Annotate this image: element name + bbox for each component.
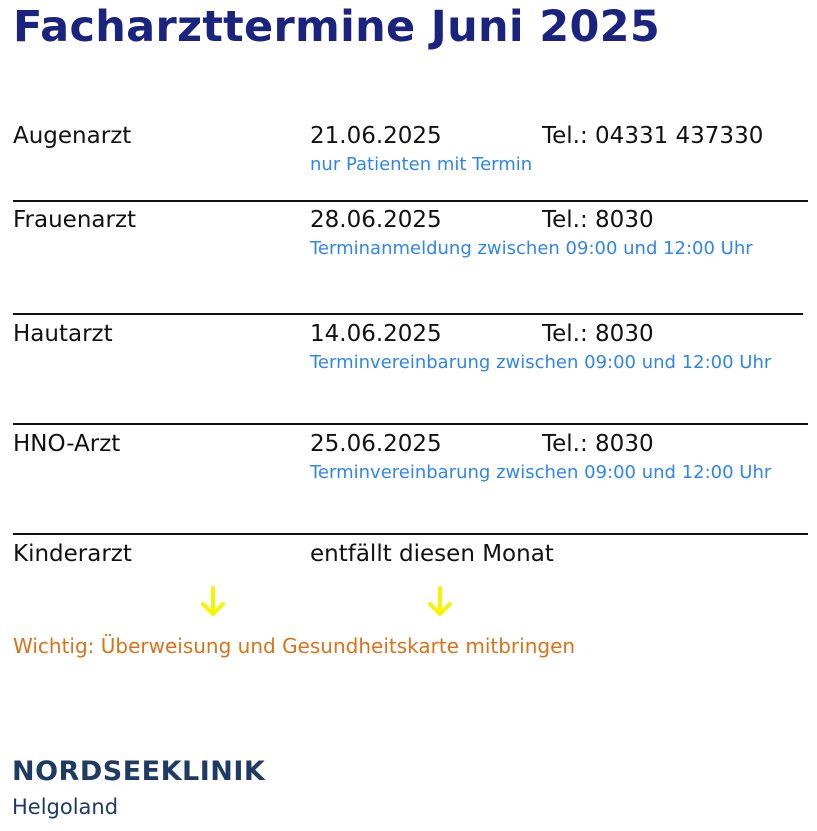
appointment-date: 21.06.2025	[310, 123, 442, 149]
divider	[13, 313, 803, 315]
department-label: Frauenarzt	[13, 207, 137, 233]
department-label: Augenarzt	[13, 123, 132, 149]
phone-number: Tel.: 8030	[542, 207, 654, 233]
clinic-logo-name: NORDSEEKLINIK	[12, 756, 266, 787]
appointment-note: Terminvereinbarung zwischen 09:00 und 12:00 Uhr	[310, 462, 772, 483]
divider	[13, 533, 808, 535]
appointment-date: 25.06.2025	[310, 431, 442, 457]
phone-number: Tel.: 8030	[542, 431, 654, 457]
arrow-down-icon	[198, 585, 228, 619]
page-title: Facharzttermine Juni 2025	[13, 2, 661, 52]
appointment-date: 28.06.2025	[310, 207, 442, 233]
appointment-note: nur Patienten mit Termin	[310, 154, 533, 175]
appointment-note: Terminvereinbarung zwischen 09:00 und 12:00 Uhr	[310, 352, 772, 373]
appointment-date: entfällt diesen Monat	[310, 541, 554, 567]
phone-number: Tel.: 8030	[542, 321, 654, 347]
clinic-logo-place: Helgoland	[12, 795, 119, 819]
appointment-note: Terminanmeldung zwischen 09:00 und 12:00 Uhr	[310, 238, 753, 259]
divider	[13, 200, 808, 202]
phone-number: Tel.: 04331 437330	[542, 123, 764, 149]
department-label: Hautarzt	[13, 321, 113, 347]
divider	[13, 423, 808, 425]
appointment-date: 14.06.2025	[310, 321, 442, 347]
important-notice: Wichtig: Überweisung und Gesundheitskarte mitbringen	[13, 634, 576, 658]
arrow-down-icon	[425, 585, 455, 619]
department-label: HNO-Arzt	[13, 431, 121, 457]
department-label: Kinderarzt	[13, 541, 132, 567]
